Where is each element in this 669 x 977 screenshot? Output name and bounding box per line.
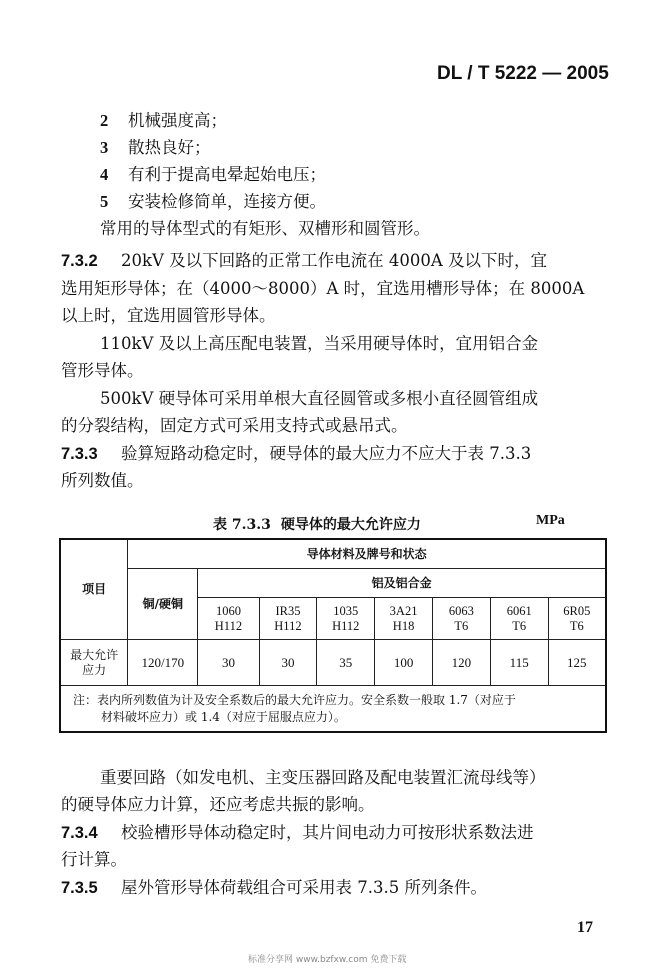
paragraph: 500kV 硬导体可采用单根大直径圆管或多根小直径圆管组成: [100, 389, 539, 408]
cell-value: 30: [259, 640, 317, 686]
clause-number: 7.3.5: [61, 879, 98, 897]
list-item-number: 3: [100, 138, 109, 157]
header-alloy: 6R05 T6: [548, 598, 606, 640]
list-item: [100, 110, 227, 132]
cell-value: 120: [432, 640, 490, 686]
clause-number: 7.3.2: [61, 252, 98, 270]
clause-text: 20kV 及以下回路的正常工作电流在 4000A 及以下时，宜: [121, 251, 548, 270]
clause-text: 行计算。: [61, 850, 127, 869]
clause-text: 所列数值。: [61, 471, 144, 490]
list-item-number: 5: [100, 192, 109, 211]
header-alloy: 6063 T6: [432, 598, 490, 640]
header-material-group: 导体材料及牌号和状态: [128, 539, 606, 569]
header-alloy: 1035 H112: [317, 598, 375, 640]
table-note: 注：表内所列数值为计及安全系数后的最大允许应力。安全系数一般取 1.7（对应于 材料破坏应力）或 1.4（对应于屈服点应力）。: [60, 686, 606, 733]
header-alloy: 3A21 H18: [375, 598, 433, 640]
clause-number: 7.3.4: [61, 824, 98, 842]
paragraph: 的硬导体应力计算，还应考虑共振的影响。: [61, 795, 375, 814]
clause-text: 验算短路动稳定时，硬导体的最大应力不应大于表 7.3.3: [121, 444, 532, 463]
cell-value: 35: [317, 640, 375, 686]
table-title: 硬导体的最大允许应力: [280, 517, 421, 533]
list-item-text: 散热良好；: [128, 138, 211, 157]
clause-text: 屋外管形导体荷载组合可采用表 7.3.5 所列条件。: [121, 878, 487, 897]
list-item-text: 机械强度高；: [128, 111, 227, 130]
clause-number: 7.3.3: [61, 445, 98, 463]
table-number: 表 7.3.3: [213, 517, 271, 533]
list-item-text: 安装检修简单，连接方便。: [128, 192, 326, 211]
header-alloy: IR35 H112: [259, 598, 317, 640]
paragraph: 管形导体。: [61, 361, 144, 380]
list-item: [100, 164, 326, 186]
paragraph: 常用的导体型式的有矩形、双槽形和圆管形。: [100, 219, 430, 238]
paragraph: 重要回路（如发电机、主变压器回路及配电装置汇流母线等）: [100, 768, 546, 787]
paragraph: 110kV 及以上高压配电装置，当采用硬导体时，宜用铝合金: [100, 334, 539, 353]
list-item-number: 2: [100, 111, 109, 130]
list-item: [100, 137, 211, 159]
clause-7-3-4: [61, 822, 534, 844]
clause-text: 校验槽形导体动稳定时，其片间电动力可按形状系数法进: [121, 823, 534, 842]
clause-7-3-2: [61, 250, 547, 272]
row-label: 最大允许 应力: [60, 640, 128, 686]
cell-copper: 120/170: [128, 640, 198, 686]
clause-7-3-5: [61, 877, 487, 899]
cell-value: 100: [375, 640, 433, 686]
header-copper: 铜/硬铜: [128, 569, 198, 640]
table-unit: MPa: [536, 513, 565, 528]
clause-text: 选用矩形导体；在（4000～8000）A 时，宜选用槽形导体；在 8000A: [61, 279, 585, 298]
page-number: 17: [577, 919, 593, 936]
header-alloy: 6061 T6: [490, 598, 548, 640]
paragraph: 的分裂结构，固定方式可采用支持式或悬吊式。: [61, 416, 408, 435]
header-aluminum-group: 铝及铝合金: [198, 569, 606, 598]
stress-table: [59, 538, 607, 733]
table-row: [60, 640, 606, 686]
clause-7-3-3: [61, 443, 531, 465]
clause-text: 以上时，宜选用圆管形导体。: [61, 306, 276, 325]
list-item: [100, 191, 326, 213]
list-item-number: 4: [100, 165, 109, 184]
cell-value: 115: [490, 640, 548, 686]
header-alloy: 1060 H112: [198, 598, 259, 640]
cell-value: 30: [198, 640, 259, 686]
standard-code: DL / T 5222 — 2005: [437, 63, 609, 84]
table-caption: [213, 514, 421, 534]
cell-value: 125: [548, 640, 606, 686]
list-item-text: 有利于提高电晕起始电压；: [128, 165, 326, 184]
watermark: 标准分享网 www.bzfxw.com 免费下载: [248, 955, 407, 965]
header-item: 项目: [60, 539, 128, 640]
